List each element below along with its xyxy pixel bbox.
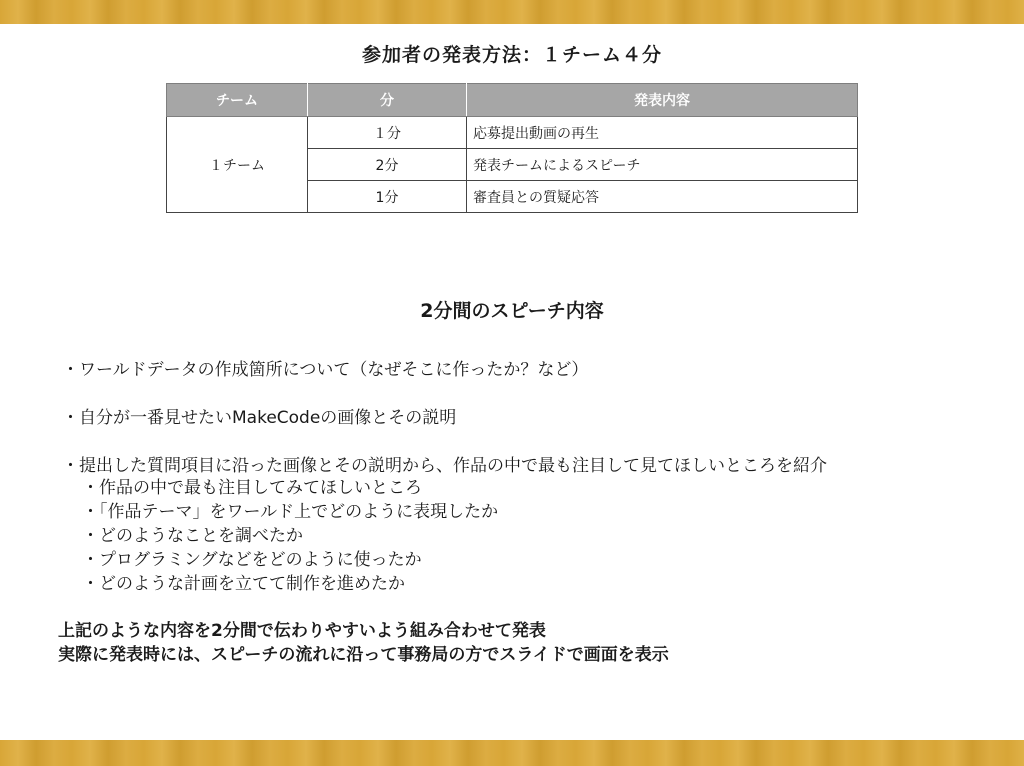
content-cell: 審査員との質疑応答 [467, 181, 858, 213]
minutes-cell: 2分 [308, 149, 467, 181]
sub-bullet-item: ・どのような計画を立てて制作を進めたか [82, 574, 405, 594]
sub-bullet-item: ・どのようなことを調べたか [82, 526, 303, 546]
header-minutes: 分 [308, 84, 467, 117]
table-row [167, 117, 858, 149]
sub-bullet-item: ・プログラミングなどをどのように使ったか [82, 550, 422, 570]
closing-notes [58, 619, 669, 667]
sub-bullet-item: ・作品の中で最も注目してみてほしいところ [82, 478, 422, 498]
closing-line: 実際に発表時には、スピーチの流れに沿って事務局の方でスライドで画面を表示 [58, 645, 669, 665]
sub-bullet-item: ・「作品テーマ」をワールド上でどのように表現したか [82, 502, 499, 522]
bullet-list [62, 403, 1002, 428]
sub-bullet-list [82, 476, 498, 596]
header-content: 発表内容 [467, 84, 858, 117]
table-header-row [167, 84, 858, 117]
presentation-schedule-table [166, 83, 858, 213]
minutes-cell: １分 [308, 117, 467, 149]
content-cell: 応募提出動画の再生 [467, 117, 858, 149]
bullet-item: ・ワールドデータの作成箇所について（なぜそこに作ったか？など） [62, 360, 589, 380]
content-cell: 発表チームによるスピーチ [467, 149, 858, 181]
header-team: チーム [167, 84, 308, 117]
speech-section-title: 2分間のスピーチ内容 [420, 300, 604, 322]
bullet-item: ・提出した質問項目に沿った画像とその説明から、作品の中で最も注目して見てほしいところを紹介 [62, 456, 827, 476]
bottom-decorative-band [0, 740, 1024, 766]
minutes-cell: 1分 [308, 181, 467, 213]
top-decorative-band [0, 0, 1024, 24]
bullet-list [62, 355, 1002, 380]
bullet-list [62, 451, 1002, 476]
team-cell: １チーム [167, 117, 308, 213]
bullet-item: ・自分が一番見せたいMakeCodeの画像とその説明 [62, 408, 457, 428]
page-title: 参加者の発表方法：１チーム４分 [361, 44, 662, 66]
closing-line: 上記のような内容を2分間で伝わりやすいよう組み合わせて発表 [58, 621, 546, 641]
